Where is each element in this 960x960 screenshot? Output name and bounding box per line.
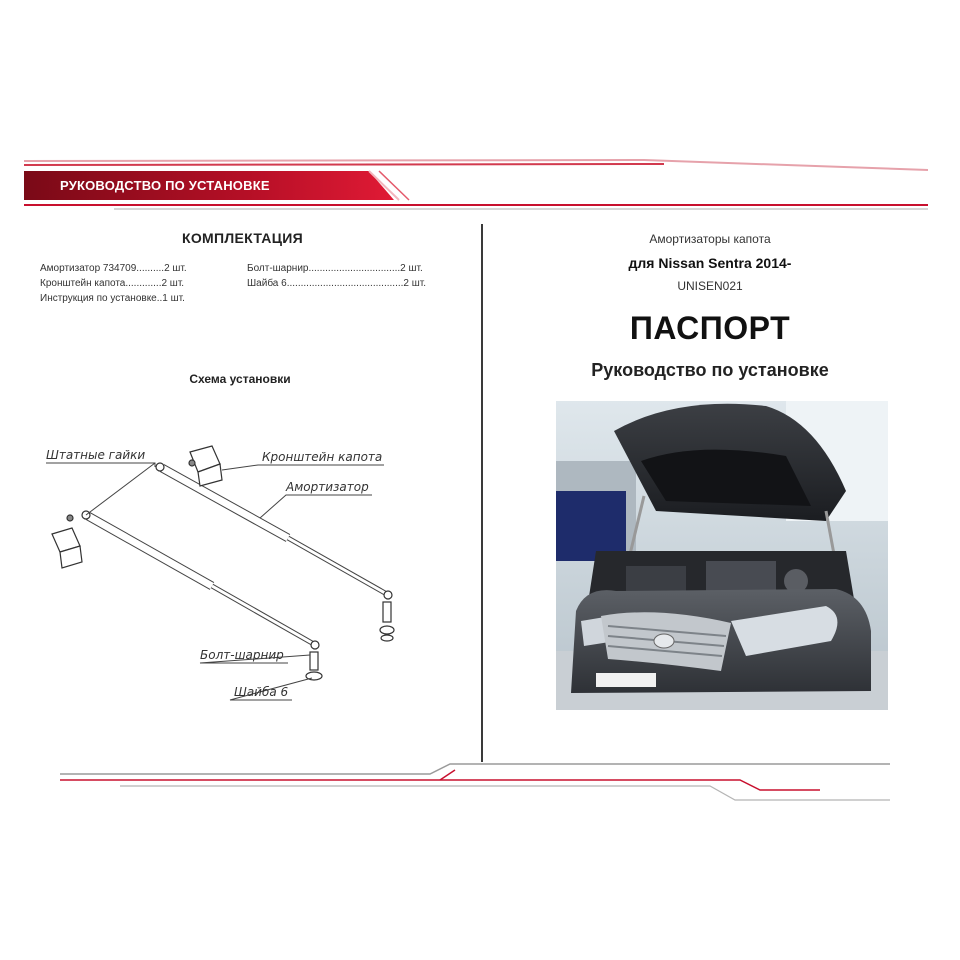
bolt-washer-right [380,602,394,641]
kit-item-manual: Инструкция по установке..1 шт. [40,293,185,304]
passport-subtitle: Руководство по установке [591,360,829,380]
kit-item-washer: Шайба 6..........................................2 шт. [247,278,427,289]
label-bolt: Болт-шарнир [200,648,284,662]
car-photo [556,401,888,710]
label-washer: Шайба 6 [234,685,289,699]
bracket-upper [189,446,222,486]
kit-item-bolt: Болт-шарнир.................................2 шт. [247,263,423,274]
page-divider [481,224,483,762]
label-bracket: Кронштейн капота [262,450,383,464]
bracket-lower [52,515,82,568]
product-code: UNISEN021 [677,279,743,293]
installation-diagram [30,430,450,720]
label-strut: Амортизатор [286,480,369,494]
scheme-title: Схема установки [189,372,291,386]
kit-item-bracket: Кронштейн капота.............2 шт. [40,278,185,289]
bolt-washer-left [306,652,322,680]
passport-title: ПАСПОРТ [629,310,791,346]
product-type: Амортизаторы капота [649,232,771,246]
product-model: для Nissan Sentra 2014- [628,255,792,271]
kit-item-strut: Амортизатор 734709..........2 шт. [40,263,187,274]
header-title: РУКОВОДСТВО ПО УСТАНОВКЕ [60,178,270,193]
kit-title: КОМПЛЕКТАЦИЯ [182,230,303,246]
footer-band [60,760,900,808]
label-nuts: Штатные гайки [46,448,146,462]
